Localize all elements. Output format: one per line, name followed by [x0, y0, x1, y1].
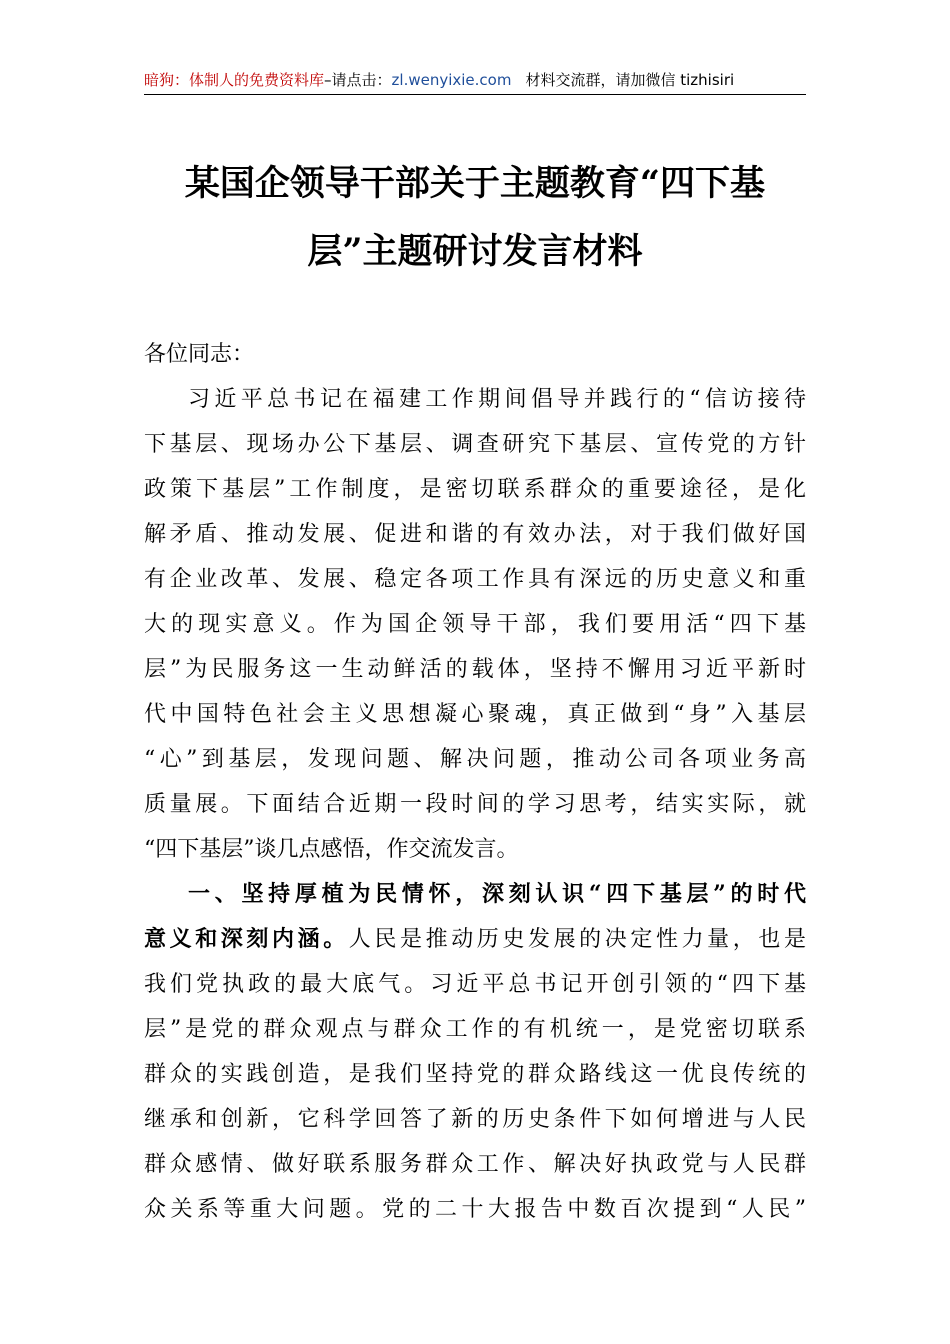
- paragraph-line: 有企业改革、发展、稳定各项工作具有深远的历史意义和重: [144, 567, 806, 592]
- paragraph-line: 下基层、现场办公下基层、调查研究下基层、宣传党的方针: [144, 432, 806, 457]
- title-line-2: 层”主题研讨发言材料: [307, 231, 643, 272]
- paragraph-line: 大的现实意义。作为国企领导干部，我们要用活“四下基: [144, 612, 806, 637]
- paragraph-line: 政策下基层”工作制度，是密切联系群众的重要途径，是化: [144, 477, 806, 502]
- greeting: 各位同志：: [144, 342, 255, 367]
- page-header: [144, 66, 806, 95]
- paragraph-line: 习近平总书记在福建工作期间倡导并践行的“信访接待: [188, 387, 806, 412]
- header-contact: 材料交流群，请加微信 tizhisiri: [525, 71, 735, 89]
- header-site-name: 暗狗：体制人的免费资料库: [144, 71, 325, 89]
- paragraph-line: 层”是党的群众观点与群众工作的有机统一，是党密切联系: [144, 1017, 806, 1042]
- section-1: [144, 872, 806, 1232]
- paragraph-line: 继承和创新，它科学回答了新的历史条件下如何增进与人民: [144, 1107, 806, 1132]
- title-line-1: 某国企领导干部关于主题教育“四下基: [184, 163, 766, 204]
- paragraph-line: 我们党执政的最大底气。习近平总书记开创引领的“四下基: [144, 972, 806, 997]
- document-body: [144, 332, 806, 1232]
- paragraph-line: “四下基层”谈几点感悟，作交流发言。: [144, 837, 519, 862]
- paragraph-line: 质量展。下面结合近期一段时间的学习思考，结实实际，就: [144, 792, 806, 817]
- header-click-prompt: –请点击：: [324, 71, 392, 89]
- paragraph-line: “心”到基层，发现问题、解决问题，推动公司各项业务高: [144, 747, 806, 772]
- header-url-link[interactable]: zl.wenyixie.com: [391, 71, 512, 89]
- paragraph-line: 群众的实践创造，是我们坚持党的群众路线这一优良传统的: [144, 1062, 806, 1087]
- section-heading-end: 意义和深刻内涵。: [144, 926, 349, 952]
- paragraph-line: 解矛盾、推动发展、促进和谐的有效办法，对于我们做好国: [144, 522, 806, 547]
- section-heading: 一、坚持厚植为民情怀，深刻认识“四下基层”的时代: [188, 881, 806, 907]
- paragraph-1: [144, 377, 806, 872]
- paragraph-line: 群众感情、做好联系服务群众工作、解决好执政党与人民群: [144, 1152, 806, 1177]
- document-title: [144, 150, 806, 286]
- paragraph-line: 代中国特色社会主义思想凝心聚魂，真正做到“身”入基层: [144, 702, 806, 727]
- section-heading-continued: [144, 917, 806, 962]
- paragraph-line: 众关系等重大问题。党的二十大报告中数百次提到“人民”: [144, 1197, 806, 1222]
- section-text-start: 人民是推动历史发展的决定性力量，也是: [348, 927, 806, 952]
- paragraph-line: 层”为民服务这一生动鲜活的载体，坚持不懈用习近平新时: [144, 657, 806, 682]
